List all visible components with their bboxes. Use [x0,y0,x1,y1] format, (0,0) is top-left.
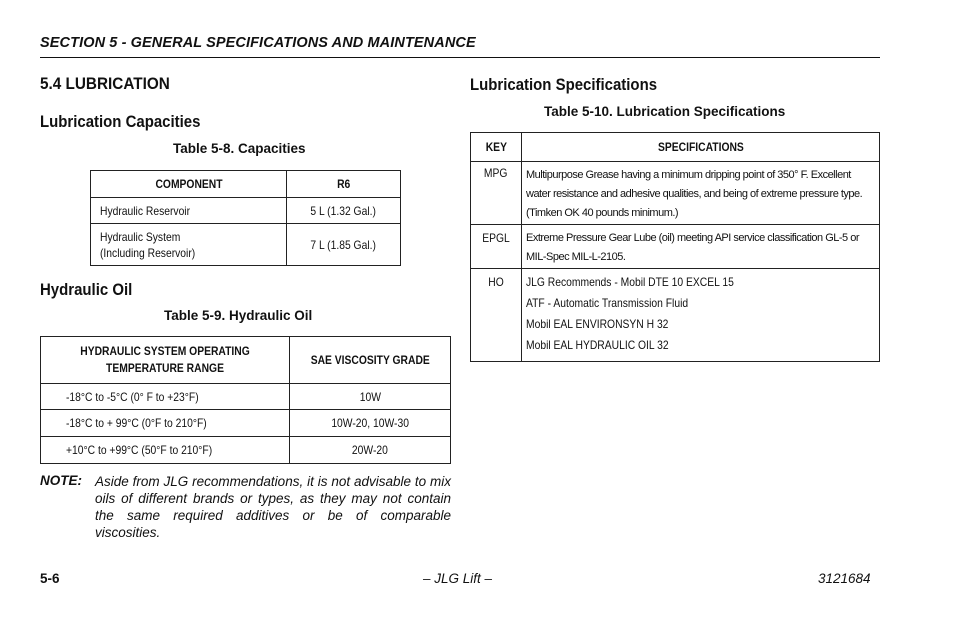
table-cell: -18°C to -5°C (0° F to +23°F) [41,384,290,410]
list-item: JLG Recommends - Mobil DTE 10 EXCEL 15 [526,275,734,289]
table-cell: 20W-20 [290,437,451,464]
column-header: COMPONENT [91,171,287,198]
table-cell: 7 L (1.85 Gal.) [287,224,401,266]
table-row [471,269,880,362]
table-cell: 10W [290,384,451,410]
document-number: 3121684 [818,571,871,586]
footer-title: – JLG Lift – [423,571,493,586]
note-label: NOTE: [40,473,82,488]
table-row [41,384,451,410]
table-cell: -18°C to + 99°C (0°F to 210°F) [41,410,290,437]
header-divider [40,57,880,58]
list-item: Mobil EAL ENVIRONSYN H 32 [526,317,669,331]
table-cell: +10°C to +99°C (50°F to 210°F) [41,437,290,464]
list-item: Mobil EAL HYDRAULIC OIL 32 [526,338,669,352]
hydraulic-oil-caption: Table 5-9. Hydraulic Oil [164,308,313,323]
hydraulic-oil-heading: Hydraulic Oil [40,280,133,299]
table-header-row [471,133,880,162]
lubrication-specs-caption: Table 5-10. Lubrication Specifications [544,104,786,119]
column-header: SAE VISCOSITY GRADE [290,337,451,384]
section-heading: 5.4 LUBRICATION [40,74,170,93]
table-cell [522,269,880,362]
table-cell: MPG [471,162,522,225]
table-row [41,437,451,464]
table-cell: EPGL [471,225,522,269]
hydraulic-oil-table [40,336,451,464]
capacities-table [90,170,401,266]
column-header: HYDRAULIC SYSTEM OPERATING TEMPERATURE RANGE [41,337,290,384]
table-row [91,198,401,224]
table-row [41,410,451,437]
table-cell: Hydraulic System (Including Reservoir) [91,224,287,266]
table-cell: HO [471,269,522,362]
capacities-heading: Lubrication Capacities [40,112,201,131]
list-item: ATF - Automatic Transmission Fluid [526,296,689,310]
table-cell: Hydraulic Reservoir [91,198,287,224]
lubrication-specs-heading: Lubrication Specifications [470,75,658,94]
capacities-caption: Table 5-8. Capacities [173,141,306,156]
table-row [471,225,880,269]
table-header-row [41,337,451,384]
lubrication-specs-table [470,132,880,362]
table-row [91,224,401,266]
table-cell: Extreme Pressure Gear Lube (oil) meeting API service classification GL-5 or MIL-Spec MIL-L-2105. [522,225,880,269]
table-header-row [91,171,401,198]
table-row [471,162,880,225]
column-header: SPECIFICATIONS [522,133,880,162]
section-header: SECTION 5 - GENERAL SPECIFICATIONS AND MAINTENANCE [40,35,476,51]
column-header: KEY [471,133,522,162]
table-cell: Multipurpose Grease having a minimum dripping point of 350° F. Excellent water resistance and adhesive qualities, and being of extreme pressure type. (Timken OK 40 pounds minimum.) [522,162,880,225]
table-cell: 5 L (1.32 Gal.) [287,198,401,224]
table-cell: 10W-20, 10W-30 [290,410,451,437]
note-text: Aside from JLG recommendations, it is not advisable to mix oils of different brands or types, as they may not contain the same required additives or be of comparable viscosities. [95,474,451,540]
page-number: 5-6 [40,571,60,586]
column-header: R6 [287,171,401,198]
